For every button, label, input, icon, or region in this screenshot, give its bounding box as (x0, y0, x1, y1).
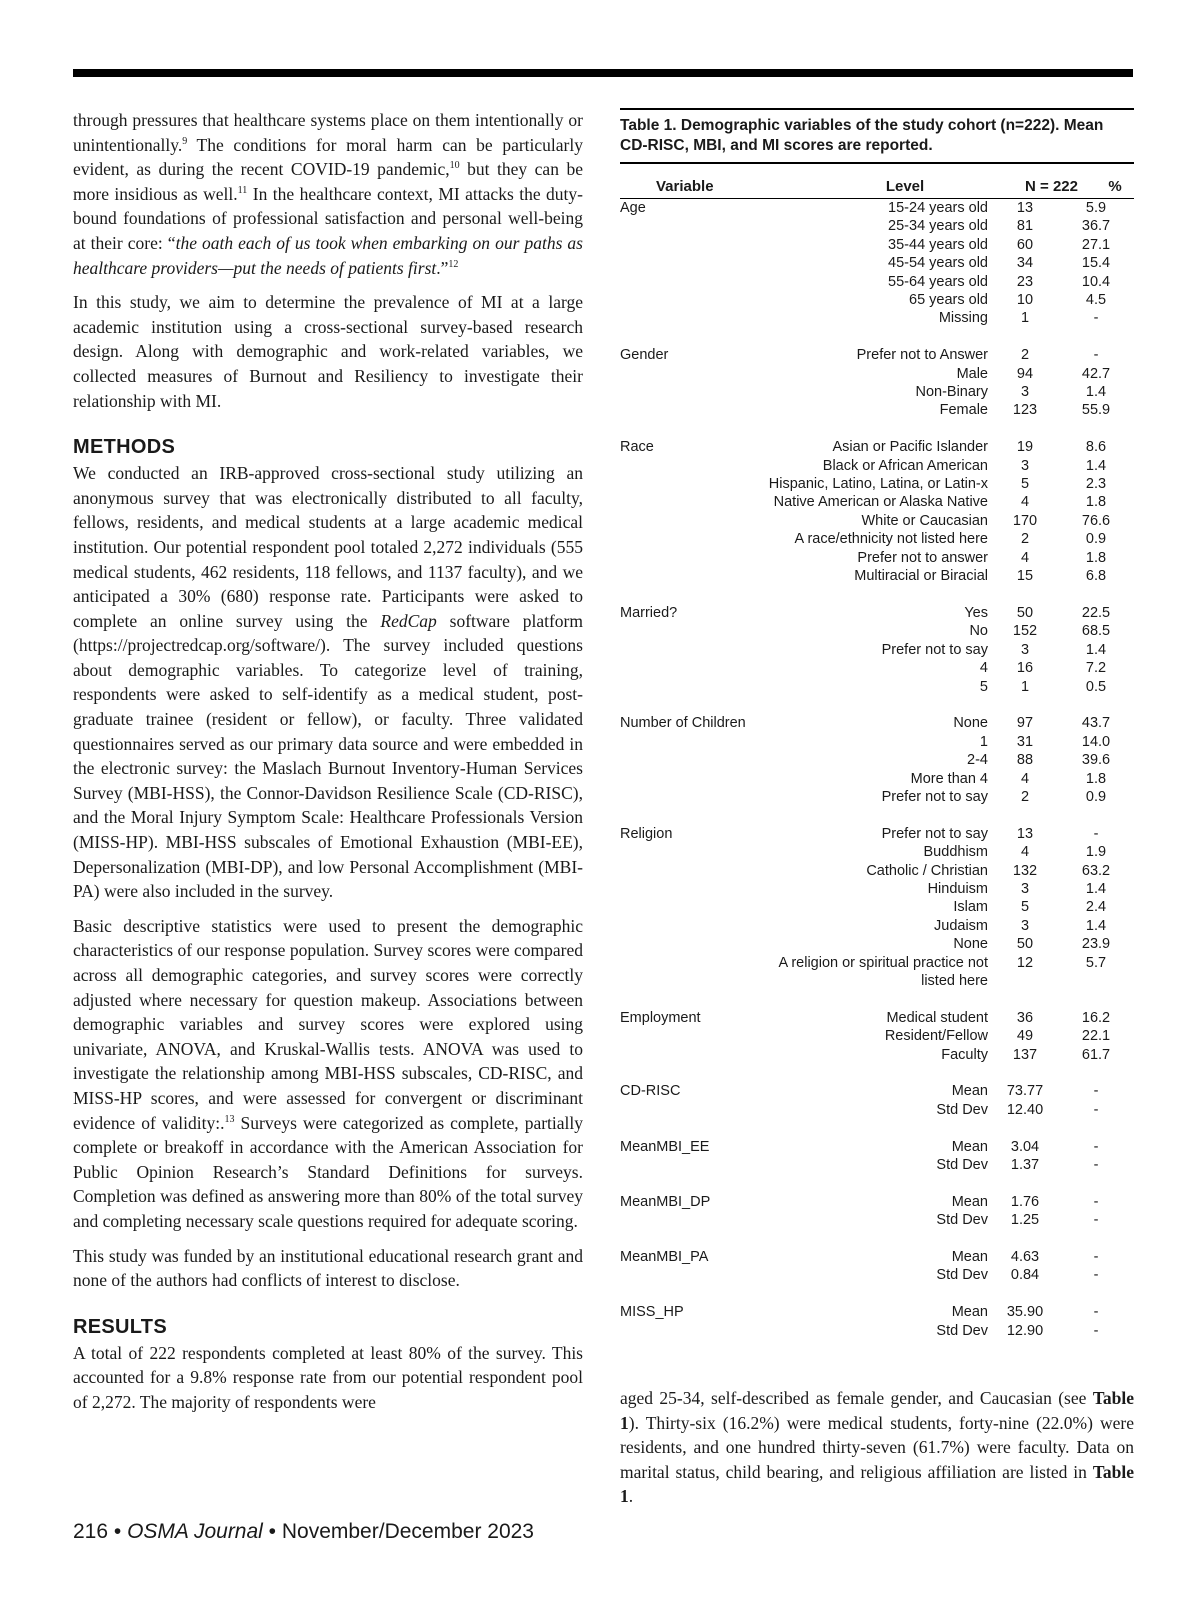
n-cell: 97 (1016, 715, 1034, 732)
level-cell: Mean (951, 1083, 988, 1100)
pct-cell: - (1093, 825, 1099, 842)
col-n: N = 222 (1025, 178, 1078, 195)
table-row (758, 1248, 1134, 1266)
pct-cell: 0.5 (1085, 678, 1107, 695)
table-row (758, 1046, 1134, 1064)
pct-cell: - (1093, 347, 1099, 364)
table-row (758, 438, 1134, 456)
n-cell: 35.90 (1006, 1304, 1044, 1321)
pct-cell: 1.4 (1085, 384, 1107, 401)
table-row (758, 1156, 1134, 1174)
level-cell: Std Dev (936, 1267, 988, 1284)
n-cell: 23 (1016, 273, 1034, 290)
level-cell: Std Dev (936, 1212, 988, 1229)
level-cell: Female (939, 402, 988, 419)
level-cell: Asian or Pacific Islander (832, 439, 988, 456)
level-cell: 65 years old (909, 292, 988, 309)
variable-label: Age (620, 200, 646, 216)
level-cell: Prefer not to say (881, 641, 988, 658)
n-cell: 16 (1016, 660, 1034, 677)
n-cell: 49 (1016, 1028, 1034, 1045)
table-row (758, 530, 1134, 548)
pct-cell: - (1093, 1249, 1099, 1265)
table-row (758, 236, 1134, 254)
level-cell: Native American or Alaska Native (773, 494, 988, 511)
table-row (758, 1303, 1134, 1321)
n-cell: 4.63 (1010, 1249, 1040, 1265)
pct-cell: 23.9 (1081, 936, 1111, 953)
pct-cell: - (1093, 1212, 1099, 1229)
pct-cell: 43.7 (1081, 715, 1111, 732)
level-cell: Std Dev (936, 1157, 988, 1173)
n-cell: 4 (1020, 549, 1030, 566)
variable-label: MISS_HP (620, 1304, 684, 1321)
level-cell: Missing (938, 310, 988, 327)
table-row (758, 217, 1134, 235)
table-group (620, 825, 1134, 991)
n-cell: 3 (1020, 384, 1030, 401)
table-group (620, 438, 1134, 585)
n-cell: 10 (1016, 292, 1034, 309)
level-cell: 15-24 years old (888, 200, 988, 216)
table-row (758, 898, 1134, 916)
level-cell: Prefer not to say (881, 788, 988, 805)
n-cell: 15 (1016, 568, 1034, 585)
table-row (758, 1193, 1134, 1211)
table-row (758, 917, 1134, 935)
n-cell: 137 (1012, 1046, 1038, 1063)
n-cell: 2 (1020, 531, 1030, 548)
n-cell: 152 (1012, 623, 1038, 640)
n-cell: 13 (1016, 825, 1034, 842)
table-row (758, 622, 1134, 640)
pct-cell: 7.2 (1085, 660, 1107, 677)
table-row (758, 199, 1134, 217)
table-row (758, 770, 1134, 788)
table-row (758, 788, 1134, 806)
caption-rule (620, 156, 1134, 164)
pct-cell: 22.5 (1081, 604, 1111, 621)
level-cell: 25-34 years old (888, 218, 988, 235)
level-cell: Black or African American (822, 457, 988, 474)
n-cell: 34 (1016, 255, 1034, 272)
table-row (758, 935, 1134, 953)
methods-heading: METHODS (73, 436, 176, 459)
table-row (758, 346, 1134, 364)
results-paragraph-1: A total of 222 respondents completed at least 80% of the survey. This accounted for a 9.8% response rate from our potential respondent pool of 2,272. The majority of respondents were (73, 1342, 583, 1412)
table-group (620, 199, 1134, 328)
n-cell: 4 (1020, 494, 1030, 511)
level-cell: Hinduism (927, 880, 988, 897)
level-cell: Medical student (886, 1009, 988, 1026)
n-cell: 5 (1020, 899, 1030, 916)
table-caption: Table 1. Demographic variables of the study cohort (n=222). Mean CD-RISC, MBI, and MI scores are reported. (620, 108, 1134, 156)
table-row (758, 733, 1134, 751)
table-row (758, 457, 1134, 475)
table-group (620, 346, 1134, 420)
top-rule (73, 69, 1133, 77)
table-row (758, 1211, 1134, 1229)
methods-paragraph-2: Basic descriptive statistics were used to present the demographic characteristics of our response population. Survey scores were compared across all demographic categories, and survey scores were correctly adjusted where necessary for question makeup. Associations between demographic variables and survey scores were explored using univariate, ANOVA, and Kruskal-Wallis tests. ANOVA was used to investigate the relationship among MBI-HSS subscales, CD-RISC, and MISS-HP scores, and were assessed for convergent or discriminant evidence of validity:.$^{13}$ Surveys were categorized as complete, partially complete or breakoff in accordance with the American Association for Public Opinion Research’s Standard Definitions for surveys. Completion was defined as answering more than 80% of the total survey and completing necessary scale questions required for adequate scoring. (73, 915, 583, 1231)
pct-cell: 1.4 (1085, 641, 1107, 658)
n-cell: 2 (1020, 788, 1030, 805)
table-row (758, 751, 1134, 769)
variable-label: Employment (620, 1009, 701, 1026)
table-group (620, 1138, 1134, 1175)
table-row (758, 862, 1134, 880)
table-group (620, 1009, 1134, 1064)
table-row (758, 714, 1134, 732)
table-group (620, 604, 1134, 696)
n-cell: 60 (1016, 236, 1034, 253)
pct-cell: 2.4 (1085, 899, 1107, 916)
n-cell: 13 (1016, 200, 1034, 216)
n-cell: 3 (1020, 457, 1030, 474)
level-cell: Hispanic, Latino, Latina, or Latin-x (768, 476, 988, 493)
level-cell: Non-Binary (915, 384, 988, 401)
table-row (758, 954, 1134, 991)
methods-paragraph-1: We conducted an IRB-approved cross-sectional study utilizing an anonymous survey that was electronically distributed to all faculty, fellows, residents, and medical students at a large academic medical institution. Our potential respondent pool totaled 2,272 individuals (555 medical students, 462 residents, 118 fellows, and 1137 faculty), and we anticipated a 30% (680) response rate. Participants were asked to complete an online survey using the RedCap software platform (https://projectredcap.org/software/). The survey included questions about demographic variables. To categorize level of training, respondents were asked to self-identify as a medical student, post-graduate trainee (resident or fellow), or faculty. Three validated questionnaires served as our primary data source and were embedded in the electronic survey: the Maslach Burnout Inventory-Human Services Survey (MBI-HSS), the Connor-Davidson Resilience Scale (CD-RISC), and the Moral Injury Symptom Scale: Healthcare Professionals Version (MISS-HP). MBI-HSS subscales of Emotional Exhaustion (MBI-EE), Depersonalization (MBI-DP), and low Personal Accomplishment (MBI-PA) were also included in the survey. (73, 463, 583, 902)
variable-label: MeanMBI_EE (620, 1138, 710, 1155)
methods-paragraph-3: This study was funded by an institutional educational research grant and none of the authors had conflicts of interest to disclose. (73, 1245, 583, 1291)
n-cell: 4 (1020, 844, 1030, 861)
table-row (758, 309, 1134, 327)
n-cell: 3 (1020, 880, 1030, 897)
level-cell: None (953, 936, 988, 953)
pct-cell: 63.2 (1081, 862, 1111, 879)
n-cell: 12.40 (1006, 1101, 1044, 1118)
level-cell: Prefer not to Answer (856, 347, 988, 364)
pct-cell: 0.9 (1085, 531, 1107, 548)
pct-cell: - (1093, 1083, 1099, 1100)
table-row (758, 475, 1134, 493)
n-cell: 19 (1016, 439, 1034, 456)
level-cell: Male (956, 365, 988, 382)
n-cell: 81 (1016, 218, 1034, 235)
table-row (758, 1266, 1134, 1284)
table-row (758, 401, 1134, 419)
level-cell: Faculty (941, 1046, 988, 1063)
pct-cell: 4.5 (1085, 292, 1107, 309)
n-cell: 4 (1020, 770, 1030, 787)
pct-cell: 1.4 (1085, 880, 1107, 897)
level-cell: Mean (951, 1249, 988, 1265)
table-row (758, 641, 1134, 659)
pct-cell: 0.9 (1085, 788, 1107, 805)
n-cell: 0.84 (1010, 1267, 1040, 1284)
col-level: Level (885, 178, 925, 195)
table-row (758, 1101, 1134, 1119)
pct-cell: 61.7 (1081, 1046, 1111, 1063)
table-row (758, 383, 1134, 401)
table-header (620, 176, 1134, 199)
level-cell: A religion or spiritual practice not listed here (778, 954, 988, 989)
variable-label: Race (620, 439, 654, 456)
n-cell: 94 (1016, 365, 1034, 382)
n-cell: 1 (1020, 310, 1030, 327)
pct-cell: 1.8 (1085, 549, 1107, 566)
level-cell: Prefer not to answer (857, 549, 988, 566)
pct-cell: 2.3 (1085, 476, 1107, 493)
table-row (758, 567, 1134, 585)
table-row (758, 659, 1134, 677)
level-cell: Std Dev (936, 1101, 988, 1118)
table-group (620, 1248, 1134, 1285)
table-row (758, 880, 1134, 898)
results-paragraph-2: aged 25-34, self-described as female gender, and Caucasian (see Table 1). Thirty-six (16.2%) were medical students, forty-nine (22.0%) were residents, and one hundred thirty-seven (61.7%) were faculty. Data on marital status, child bearing, and religious affiliation are listed in Table 1. (620, 1388, 1134, 1507)
pct-cell: - (1093, 1101, 1099, 1118)
pct-cell: 14.0 (1081, 733, 1111, 750)
level-cell: 5 (979, 678, 988, 695)
pct-cell: 10.4 (1081, 273, 1111, 290)
n-cell: 132 (1012, 862, 1038, 879)
table-row (758, 825, 1134, 843)
level-cell: Std Dev (936, 1322, 988, 1339)
pct-cell: 68.5 (1081, 623, 1111, 640)
level-cell: Catholic / Christian (866, 862, 988, 879)
pct-cell: 39.6 (1081, 752, 1111, 769)
n-cell: 1.25 (1010, 1212, 1040, 1229)
level-cell: 35-44 years old (888, 236, 988, 253)
variable-label: Married? (620, 604, 678, 621)
level-cell: A race/ethnicity not listed here (794, 531, 988, 548)
pct-cell: 55.9 (1081, 402, 1111, 419)
intro-paragraph: through pressures that healthcare systems place on them intentionally or unintentionally.$^9$ The conditions for moral harm can be particularly evident, as during the recent COVID-19 pandemic,$^{10}$ but they can be more insidious as well.$^{11}$ In the healthcare context, MI attacks the duty-bound foundations of professional satisfaction and personal well-being at their core: “the oath each of us took when embarking on our paths as healthcare providers—put the needs of patients first.”$^{12}$ (73, 110, 583, 278)
variable-label: MeanMBI_PA (620, 1249, 709, 1265)
n-cell: 3 (1020, 641, 1030, 658)
n-cell: 73.77 (1006, 1083, 1044, 1100)
table-row (758, 1009, 1134, 1027)
n-cell: 1 (1020, 678, 1030, 695)
level-cell: 4 (979, 660, 988, 677)
pct-cell: 5.9 (1085, 200, 1107, 216)
n-cell: 1.37 (1010, 1157, 1040, 1173)
level-cell: Mean (951, 1193, 988, 1210)
table-row (758, 1322, 1134, 1340)
pct-cell: - (1093, 310, 1099, 327)
level-cell: Yes (964, 604, 988, 621)
pct-cell: 16.2 (1081, 1009, 1111, 1026)
n-cell: 31 (1016, 733, 1034, 750)
results-continuation (620, 1386, 1134, 1509)
pct-cell: 76.6 (1081, 512, 1111, 529)
table-1 (620, 108, 1134, 1358)
n-cell: 123 (1012, 402, 1038, 419)
level-cell: Mean (951, 1138, 988, 1155)
variable-label: MeanMBI_DP (620, 1193, 711, 1210)
n-cell: 12 (1016, 954, 1034, 971)
pct-cell: - (1093, 1304, 1099, 1321)
level-cell: White or Caucasian (861, 512, 988, 529)
table-group (620, 1082, 1134, 1119)
pct-cell: - (1093, 1138, 1099, 1155)
table-group (620, 714, 1134, 806)
pct-cell: 1.9 (1085, 844, 1107, 861)
col-pct: % (1108, 178, 1122, 195)
pct-cell: - (1093, 1193, 1099, 1210)
level-cell: Buddhism (923, 844, 988, 861)
n-cell: 12.90 (1006, 1322, 1044, 1339)
level-cell: No (969, 623, 988, 640)
n-cell: 170 (1012, 512, 1038, 529)
n-cell: 3.04 (1010, 1138, 1040, 1155)
table-row (758, 843, 1134, 861)
aim-paragraph: In this study, we aim to determine the prevalence of MI at a large academic institution using a cross-sectional survey-based research design. Along with demographic and work-related variables, we collected measures of Burnout and Resiliency to investigate their relationship with MI. (73, 292, 583, 411)
pct-cell: 1.4 (1085, 917, 1107, 934)
table-row (758, 678, 1134, 696)
table-group (620, 1193, 1134, 1230)
table-group (620, 1303, 1134, 1340)
table-row (758, 1082, 1134, 1100)
table-row (758, 1138, 1134, 1156)
level-cell: Mean (951, 1304, 988, 1321)
table-row (758, 549, 1134, 567)
n-cell: 3 (1020, 917, 1030, 934)
oath-quote: the oath each of us took when embarking on our paths as healthcare providers—put the needs of patients first (73, 232, 583, 278)
level-cell: 45-54 years old (888, 255, 988, 272)
pct-cell: 15.4 (1081, 255, 1111, 272)
table-row (758, 291, 1134, 309)
variable-label: Number of Children (620, 715, 746, 732)
col-variable: Variable (656, 178, 714, 195)
level-cell: Judaism (934, 917, 988, 934)
level-cell: Multiracial or Biracial (854, 568, 988, 585)
pct-cell: 36.7 (1081, 218, 1111, 235)
level-cell: Prefer not to say (881, 825, 988, 842)
pct-cell: - (1093, 1267, 1099, 1284)
level-cell: Resident/Fellow (884, 1028, 988, 1045)
pct-cell: - (1093, 1322, 1099, 1339)
pct-cell: 22.1 (1081, 1028, 1111, 1045)
table-body (620, 199, 1134, 1340)
variable-label: Religion (620, 825, 673, 842)
n-cell: 88 (1016, 752, 1034, 769)
table-row (758, 493, 1134, 511)
table-row (758, 365, 1134, 383)
pct-cell: 27.1 (1081, 236, 1111, 253)
pct-cell: 1.8 (1085, 770, 1107, 787)
table-row (758, 1027, 1134, 1045)
n-cell: 5 (1020, 476, 1030, 493)
left-column (73, 108, 583, 1425)
level-cell: 1 (979, 733, 988, 750)
level-cell: More than 4 (910, 770, 988, 787)
pct-cell: 8.6 (1085, 439, 1107, 456)
n-cell: 50 (1016, 604, 1034, 621)
variable-label: CD-RISC (620, 1083, 681, 1100)
level-cell: 2-4 (967, 752, 988, 769)
pct-cell: 5.7 (1085, 954, 1107, 971)
pct-cell: 42.7 (1081, 365, 1111, 382)
page-footer: 216 • OSMA Journal • November/December 2023 (73, 1520, 534, 1543)
n-cell: 50 (1016, 936, 1034, 953)
pct-cell: 1.8 (1085, 494, 1107, 511)
pct-cell: - (1093, 1157, 1099, 1173)
table-row (758, 273, 1134, 291)
level-cell: None (953, 715, 988, 732)
n-cell: 36 (1016, 1009, 1034, 1026)
pct-cell: 6.8 (1085, 568, 1107, 585)
pct-cell: 1.4 (1085, 457, 1107, 474)
level-cell: 55-64 years old (888, 273, 988, 290)
variable-label: Gender (620, 347, 669, 364)
results-heading: RESULTS (73, 1315, 167, 1338)
table-row (758, 254, 1134, 272)
table-row (758, 512, 1134, 530)
level-cell: Islam (953, 899, 988, 916)
n-cell: 2 (1020, 347, 1030, 364)
n-cell: 1.76 (1010, 1193, 1040, 1210)
table-row (758, 604, 1134, 622)
